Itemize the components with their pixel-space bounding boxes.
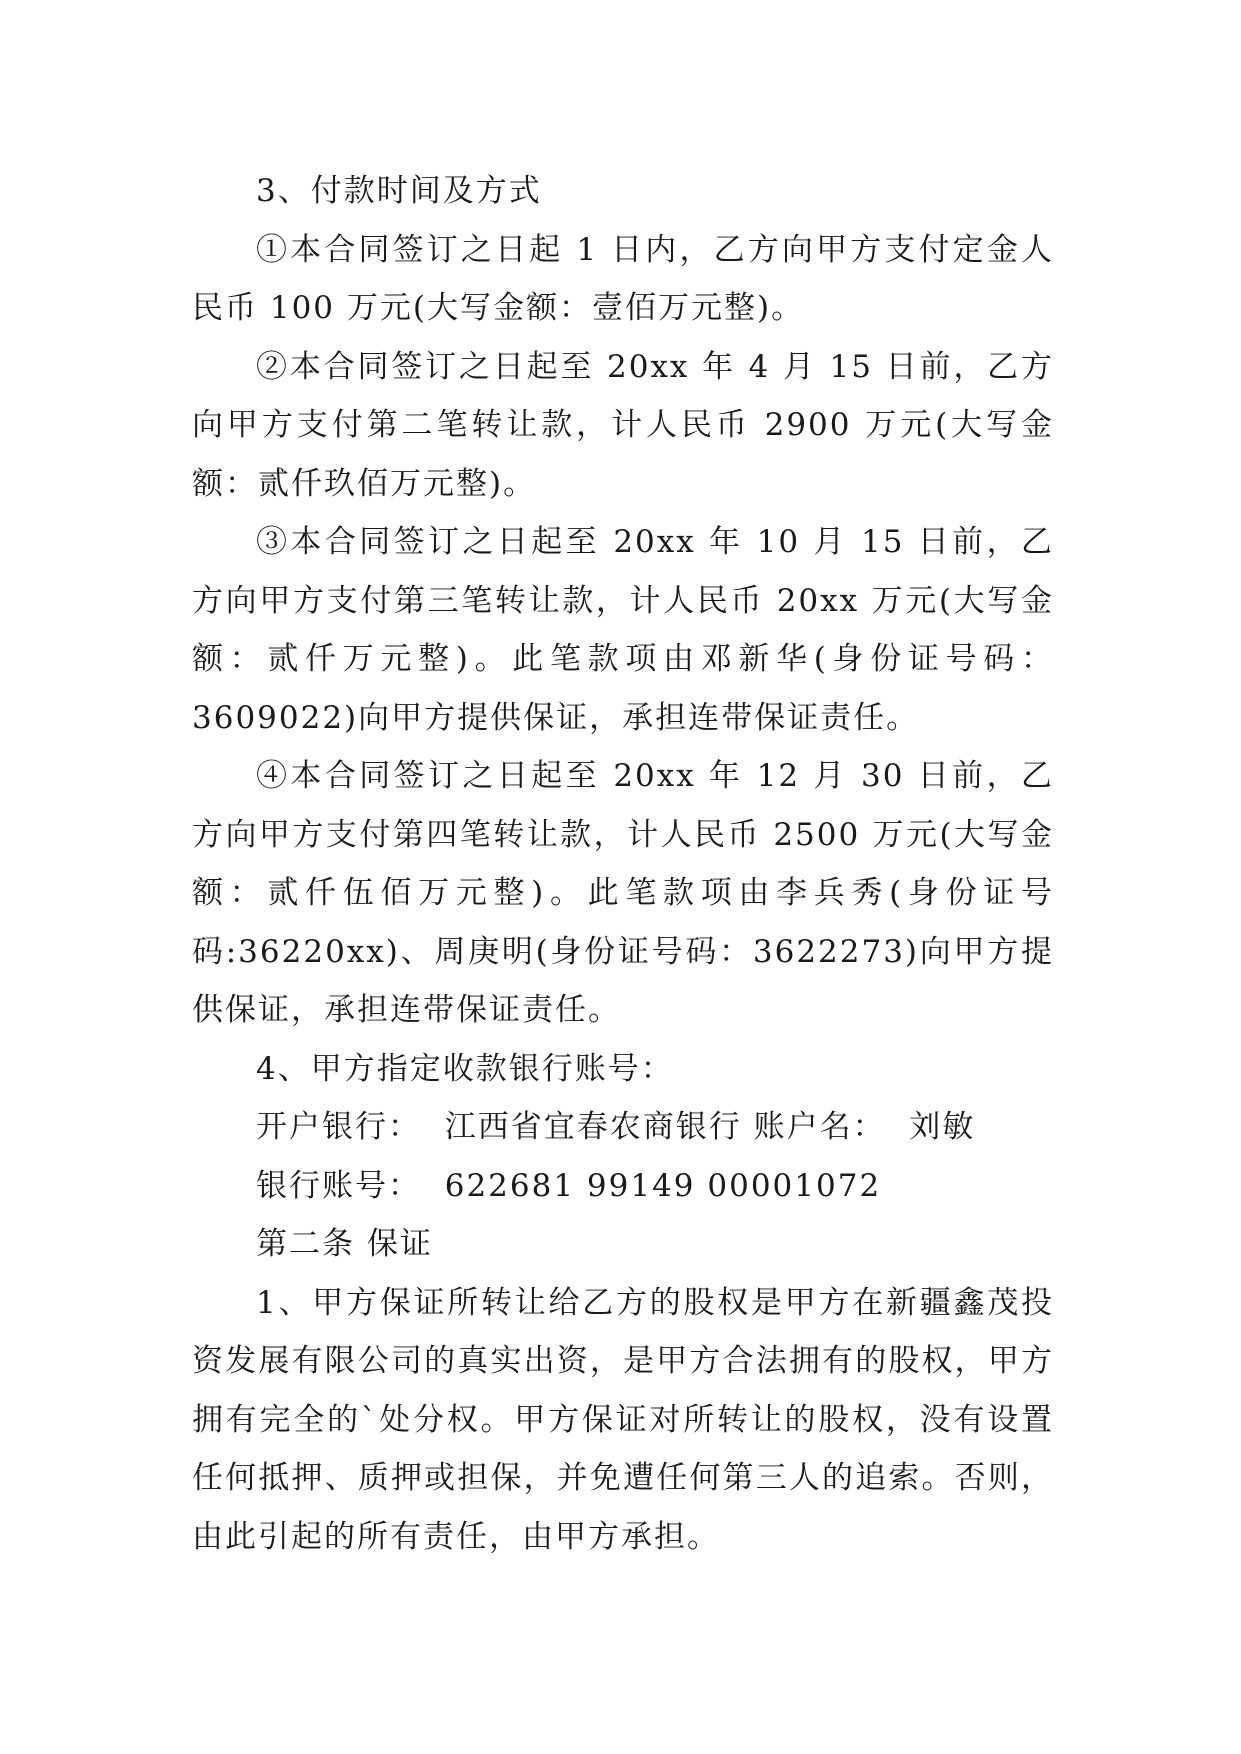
account-name-value: 刘敏: [909, 1109, 976, 1145]
payment-item-4: ④本合同签订之日起至 20xx 年 12 月 30 日前，乙方向甲方支付第四笔转让款，计人民币 2500 万元(大写金额：贰仟伍佰万元整)。此笔款项由李兵秀(身份证号码:36220xx)、周庚明(身份证号码：3622273)向甲方提供保证，承担连带保证责任。: [192, 758, 1054, 1028]
bank-label: 开户银行：: [256, 1109, 421, 1145]
document-page: [192, 162, 1054, 1566]
account-name-label: 账户名：: [753, 1109, 886, 1145]
payment-heading: 3、付款时间及方式: [256, 173, 542, 209]
section-title: 第二条 保证: [256, 1226, 433, 1262]
payment-item-3: ③本合同签订之日起至 20xx 年 10 月 15 日前，乙方向甲方支付第三笔转让款，计人民币 20xx 万元(大写金额：贰仟万元整)。此笔款项由邓新华(身份证号码：3609022)向甲方提供保证，承担连带保证责任。: [192, 524, 1054, 736]
account-number-value: 622681 99149 00001072: [444, 1167, 882, 1204]
bank-row: [192, 1098, 1054, 1157]
account-number-row: [192, 1157, 1054, 1216]
bank-value: 江西省宜春农商银行: [444, 1109, 742, 1145]
bank-heading: 4、甲方指定收款银行账号：: [256, 1050, 674, 1087]
payment-item-1: ①本合同签订之日起 1 日内，乙方向甲方支付定金人民币 100 万元(大写金额：壹佰万元整)。: [192, 231, 1054, 326]
account-number-label: 银行账号：: [256, 1167, 421, 1204]
guarantee-clause-1: 1、甲方保证所转让给乙方的股权是甲方在新疆鑫茂投资发展有限公司的真实出资，是甲方合法拥有的股权，甲方拥有完全的`处分权。甲方保证对所转让的股权，没有设置任何抵押、质押或担保，并免遭任何第三人的追索。否则，由此引起的所有责任，由甲方承担。: [192, 1284, 1054, 1555]
payment-item-2: ②本合同签订之日起至 20xx 年 4 月 15 日前，乙方向甲方支付第二笔转让款，计人民币 2900 万元(大写金额：贰仟玖佰万元整)。: [192, 348, 1054, 502]
